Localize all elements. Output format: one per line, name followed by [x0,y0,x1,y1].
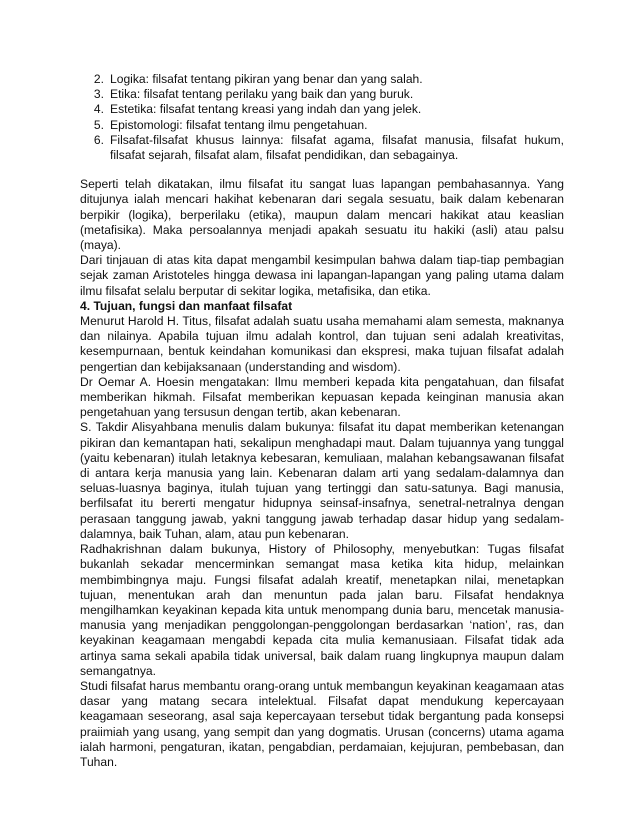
list-item-number: 5. [93,117,104,132]
list-item-text: Estetika: filsafat tentang kreasi yang indah dan yang jelek. [110,102,422,117]
list-item [80,72,564,87]
list-item-text: Epistomologi: filsafat tentang ilmu pengetahuan. [110,117,368,132]
list-item-number: 6. [93,132,104,147]
list-item [80,87,564,102]
paragraph-alisyahbana: S. Takdir Alisyahbana menulis dalam bukunya: filsafat itu dapat memberikan ketenangan pikiran dan kemantapan hati, sekalipun menghadapi maut. Dalam tujuannya yang tunggal (yaitu kebenaran) itulah letaknya kebesaran, kemuliaan, malahan kebangsawanan filsafat di antara kerja manusia yang lain. Kebenaran dalam arti yang sedalam-dalamnya dan seluas-luasnya baginya, itulah tujuan yang tertinggi dan satu-satunya. Bagi manusia, berfilsafat itu bererti mengatur hidupnya seinsaf-insafnya, senetral-netralnya dengan perasaan tanggung jawab, yakni tanggung jawab terhadap dasar hidup yang sedalam-dalamnya, baik Tuhan, alam, atau pun kebenaran. [80,420,564,541]
paragraph-conclusion: Dari tinjauan di atas kita dapat mengambil kesimpulan bahwa dalam tiap-tiap pembagian sejak zaman Aristoteles hingga dewasa ini lapangan-lapangan yang paling utama dalam ilmu filsafat selalu berputar di sekitar logika, metafisika, dan etika. [80,253,564,298]
list-item-number: 2. [93,72,104,86]
numbered-list [80,72,564,163]
paragraph-titus: Menurut Harold H. Titus, filsafat adalah suatu usaha memahami alam semesta, maknanya dan nilainya. Apabila tujuan ilmu adalah kontrol, dan tujuan seni adalah kreativitas, kesempurnaan, bentuk keindahan komunikasi dan ekspresi, maka tujuan filsafat adalah pengertian dan kebijaksanaan (understanding and wisdom). [80,314,564,374]
list-item-text: Filsafat-filsafat khusus lainnya: filsafat agama, filsafat manusia, filsafat hukum, filsafat sejarah, filsafat alam, filsafat pendidikan, dan sebagainya. [110,132,564,163]
document-page [80,72,564,770]
list-item [80,118,564,133]
paragraph-scope: Seperti telah dikatakan, ilmu filsafat itu sangat luas lapangan pembahasannya. Yang ditujunya ialah mencari hakihat kebenaran dari segala sesuatu, baik dalam kebenaran berpikir (logika), berperilaku (etika), maupun dalam mencari hakikat atau keaslian (metafisika). Maka persoalannya menjadi apakah sesuatu itu hakiki (asli) atau palsu (maya). [80,177,564,253]
paragraph-radhakrishnan: Radhakrishnan dalam bukunya, History of Philosophy, menyebutkan: Tugas filsafat bukanlah sekadar mencerminkan semangat masa ketika kita hidup, melainkan membimbingnya maju. Fungsi filsafat adalah kreatif, menetapkan nilai, menetapkan tujuan, menentukan arah dan menuntun pada jalan baru. Filsafat hendaknya mengilhamkan keyakinan kepada kita untuk menompang dunia baru, mencetak manusia-manusia yang menjadikan penggolongan-penggolongan berdasarkan ‘nation’, ras, dan keyakinan keagamaan mengabdi kepada cita mulia kemanusiaan. Filsafat tidak ada artinya sama sekali apabila tidak universal, baik dalam ruang lingkupnya maupun dalam semangatnya. [80,542,564,678]
paragraph-studi-filsafat: Studi filsafat harus membantu orang-orang untuk membangun keyakinan keagamaan atas dasar yang matang secara intelektual. Filsafat dapat mendukung kepercayaan keagamaan seseorang, asal saja kepercayaan tersebut tidak bergantung pada konsepsi praiimiah yang usang, yang sempit dan yang dogmatis. Urusan (concerns) utama agama ialah harmoni, pengaturan, ikatan, pengabdian, perdamaian, kejujuran, pembebasan, dan Tuhan. [80,678,564,769]
section-heading: 4. Tujuan, fungsi dan manfaat filsafat [80,298,293,313]
list-item-number: 4. [93,102,104,117]
list-item-text: Logika: filsafat tentang pikiran yang benar dan yang salah. [110,72,423,86]
list-item-text: Etika: filsafat tentang perilaku yang baik dan yang buruk. [110,87,414,102]
list-item-number: 3. [93,87,104,102]
paragraph-hoesin: Dr Oemar A. Hoesin mengatakan: Ilmu memberi kepada kita pengatahuan, dan filsafat memberikan hikmah. Filsafat memberikan kepuasan kepada keinginan manusia akan pengetahuan yang tersusun dengan tertib, akan kebenaran. [80,374,564,420]
list-item [80,102,564,117]
list-item [80,133,564,163]
